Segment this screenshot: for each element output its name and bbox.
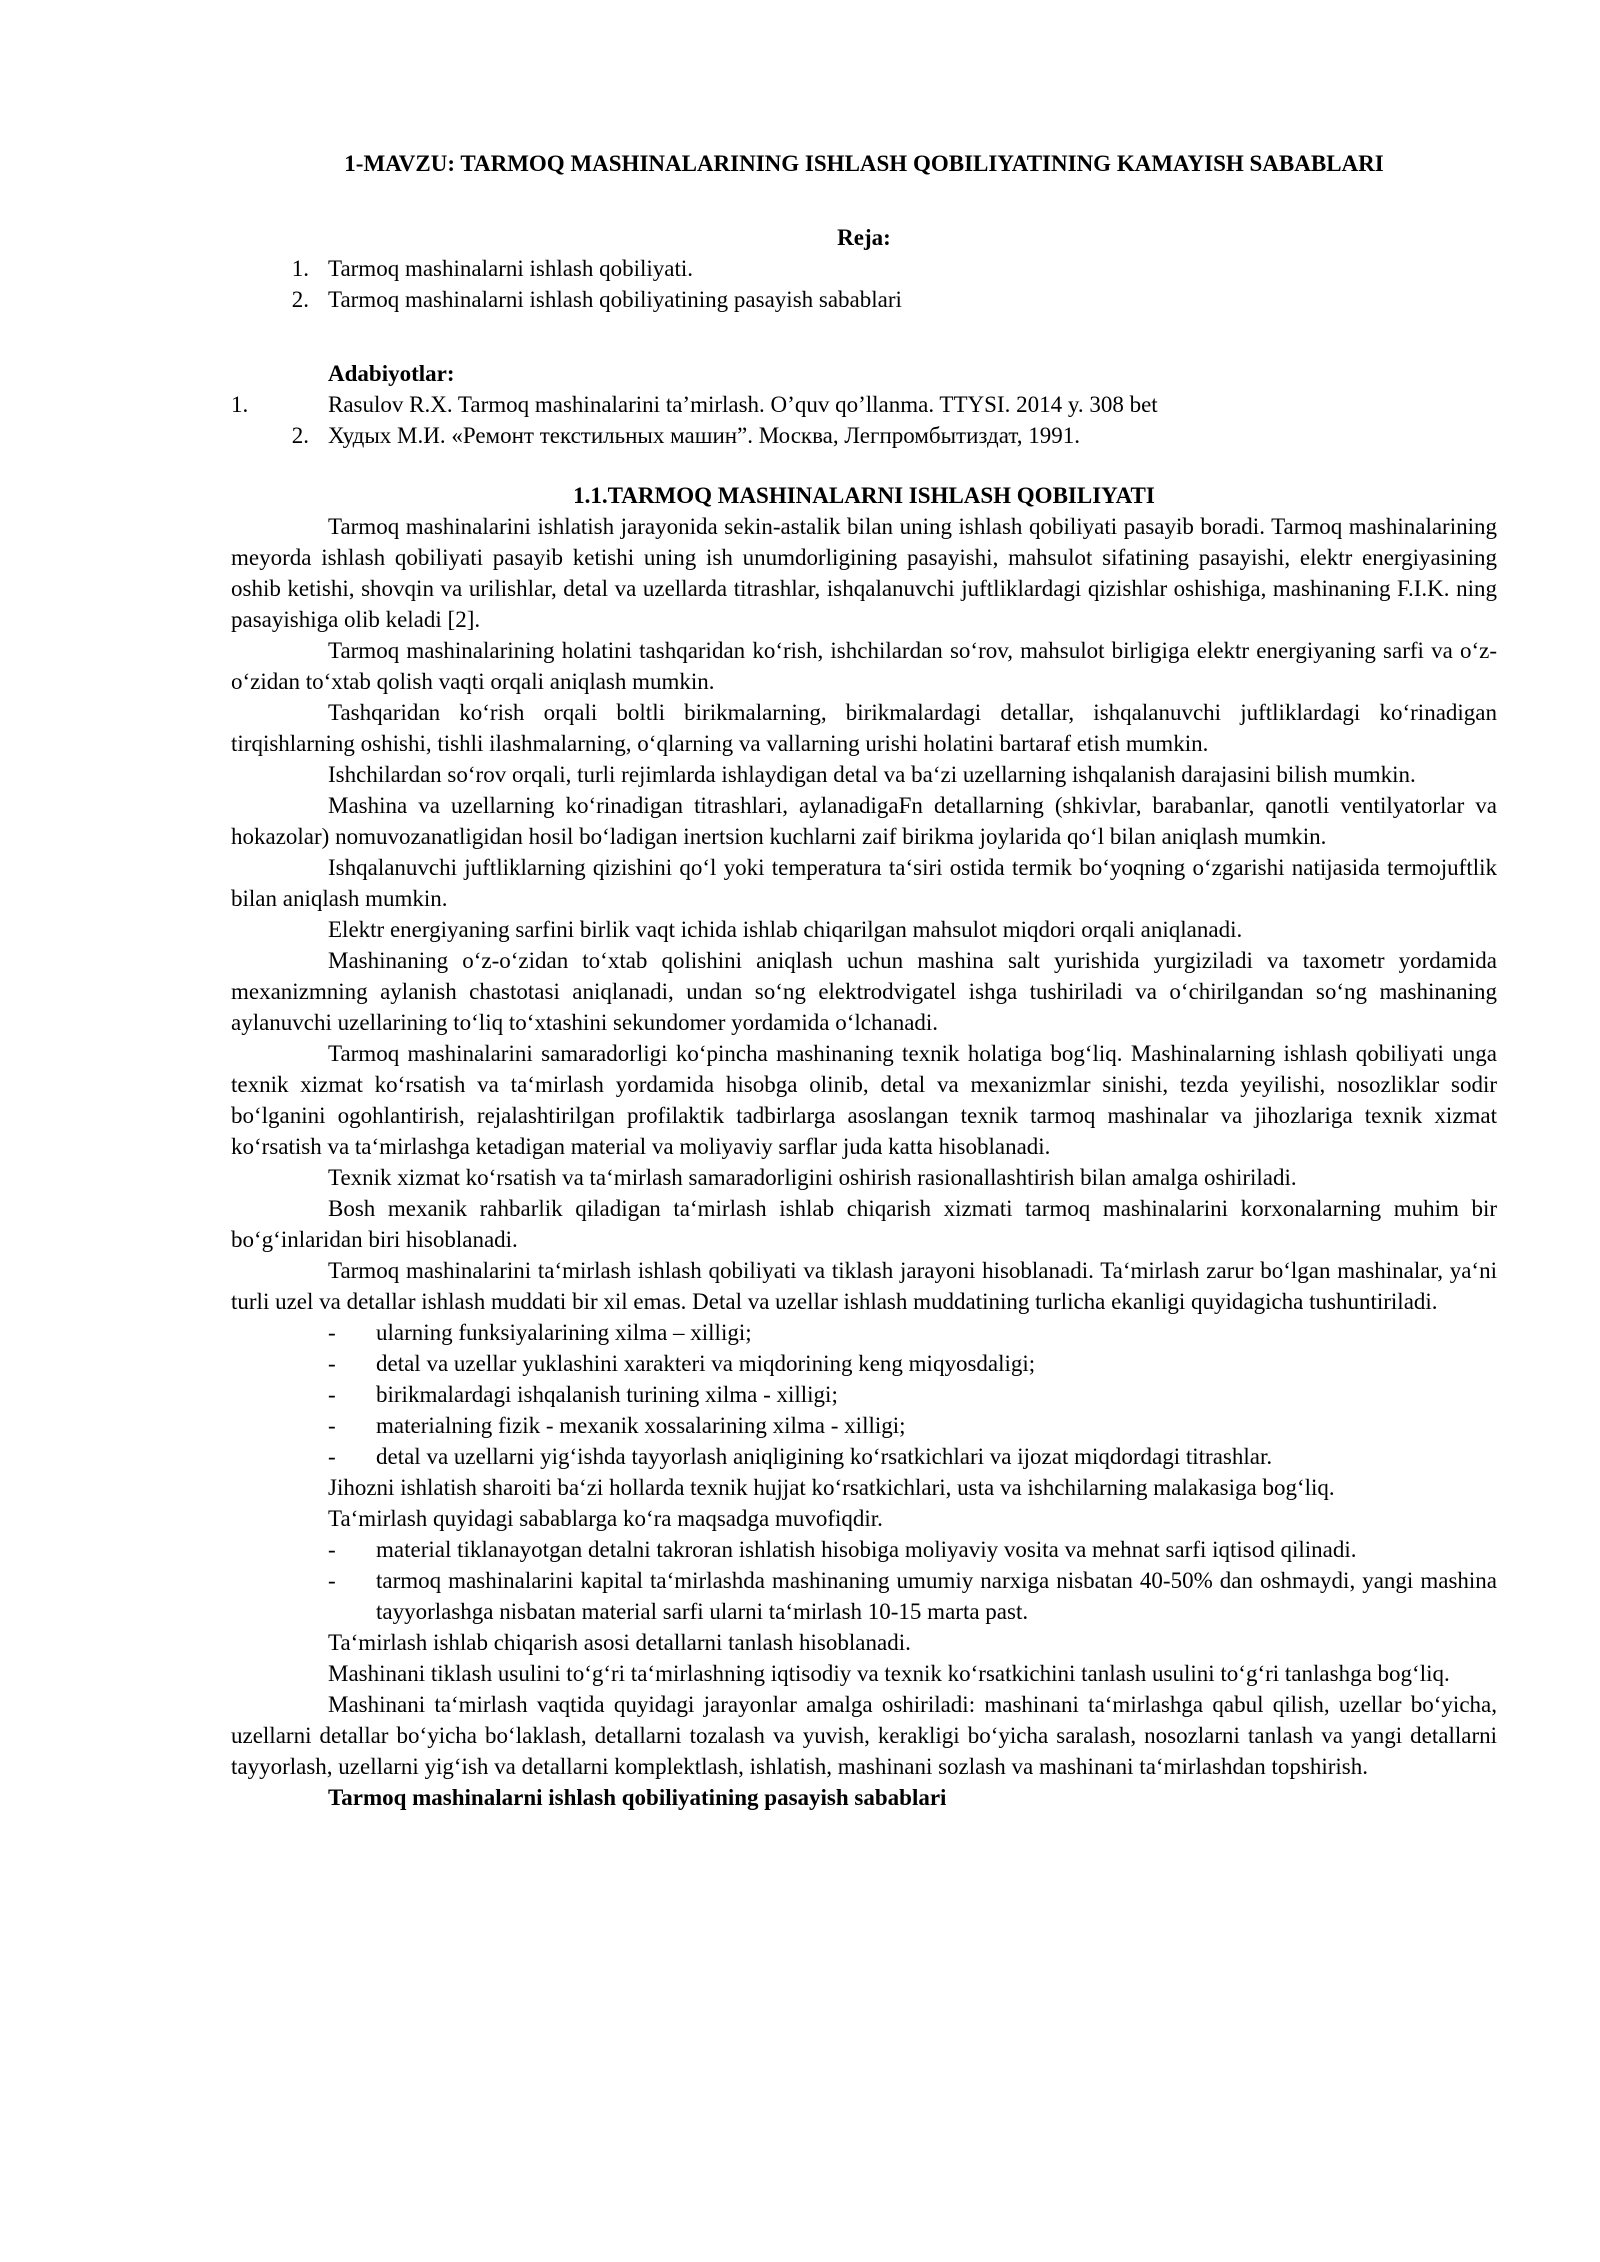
dash-marker: - xyxy=(328,1382,336,1407)
list-item xyxy=(231,1348,1497,1379)
plan-item xyxy=(231,253,1497,284)
dash-marker: - xyxy=(328,1320,336,1345)
plan-item-number: 1. xyxy=(291,256,309,281)
subsection-heading: Tarmoq mashinalarni ishlash qobiliyatining pasayish sabablari xyxy=(328,1785,947,1810)
literature-item-text: Rasulov R.X. Tarmoq mashinalarini ta’mirlash. O’quv qo’llanma. TTYSI. 2014 y. 308 bet xyxy=(328,392,1158,417)
list-item-text: tarmoq mashinalarini kapital ta‘mirlashda mashinaning umumiy narxiga nisbatan 40-50% dan oshmaydi, yangi mashina tayyorlashga nisbatan material sarfi ularni ta‘mirlash 10-15 marta past. xyxy=(376,1568,1497,1624)
plan-item-text: Tarmoq mashinalarni ishlash qobiliyatining pasayish sabablari xyxy=(328,287,902,312)
bullet-list xyxy=(231,1317,1497,1472)
list-item-text: ularning funksiyalarining xilma – xilligi; xyxy=(376,1320,752,1345)
paragraph: Ta‘mirlash quyidagi sabablarga ko‘ra maqsadga muvofiqdir. xyxy=(328,1506,883,1531)
paragraph: Tashqaridan ko‘rish orqali boltli birikmalarning, birikmalardagi detallar, ishqalanuvchi juftliklardagi ko‘rinadigan tirqishlarning oshishi, tishli ilashmalarning, o‘qlarning va vallarning urishi holatini bartaraf etish mumkin. xyxy=(231,700,1497,756)
paragraph: Mashinani tiklash usulini to‘g‘ri ta‘mirlashning iqtisodiy va texnik ko‘rsatkichini tanlash usulini to‘g‘ri tanlashga bog‘liq. xyxy=(328,1661,1450,1686)
literature-item xyxy=(231,420,1497,451)
dash-marker: - xyxy=(328,1568,336,1593)
dash-marker: - xyxy=(328,1444,336,1469)
list-item-text: material tiklanayotgan detalni takroran ishlatish hisobiga moliyaviy vosita va mehnat sarfi iqtisod qilinadi. xyxy=(376,1537,1357,1562)
paragraph: Tarmoq mashinalarini ta‘mirlash ishlash qobiliyati va tiklash jarayoni hisoblanadi. Ta‘mirlash zarur bo‘lgan mashinalar, ya‘ni turli uzel va detallar ishlash muddati bir xil emas. Detal va uzellar ishlash muddatining turlicha ekanligi quyidagicha tushuntiriladi. xyxy=(231,1258,1497,1314)
dash-marker: - xyxy=(328,1413,336,1438)
paragraph: Ishchilardan so‘rov orqali, turli rejimlarda ishlaydigan detal va ba‘zi uzellarning ishqalanish darajasini bilish mumkin. xyxy=(328,762,1416,787)
list-item xyxy=(231,1379,1497,1410)
paragraph: Elektr energiyaning sarfini birlik vaqt ichida ishlab chiqarilgan mahsulot miqdori orqali aniqlanadi. xyxy=(328,917,1243,942)
paragraph: Jihozni ishlatish sharoiti ba‘zi hollarda texnik hujjat ko‘rsatkichlari, usta va ishchilarning malakasiga bog‘liq. xyxy=(328,1475,1335,1500)
paragraph: Tarmoq mashinalarini samaradorligi ko‘pincha mashinaning texnik holatiga bog‘liq. Mashinalarning ishlash qobiliyati unga texnik xizmat ko‘rsatish va ta‘mirlash yordamida hisobga olinib, detal va mexanizmlar sinishi, tezda yeyilishi, nosozliklar sodir bo‘lganini ogohlantirish, rejalashtirilgan profilaktik tadbirlarga asoslangan texnik tarmoq mashinalar va jihozlariga texnik xizmat ko‘rsatish va ta‘mirlashga ketadigan material va moliyaviy sarflar juda katta hisoblanadi. xyxy=(231,1041,1497,1159)
literature-item xyxy=(231,389,1497,420)
literature-item-text: Худых М.И. «Ремонт текстильных машин”. Москва, Легпромбытиздат, 1991. xyxy=(328,423,1080,448)
dash-marker: - xyxy=(328,1351,336,1376)
literature-heading: Adabiyotlar: xyxy=(328,361,455,386)
list-item xyxy=(231,1565,1497,1627)
list-item xyxy=(231,1534,1497,1565)
plan-heading: Reja: xyxy=(837,225,891,250)
section-heading: 1.1.TARMOQ MASHINALARNI ISHLASH QOBILIYATI xyxy=(573,483,1155,508)
paragraph: Texnik xizmat ko‘rsatish va ta‘mirlash samaradorligini oshirish rasionallashtirish bilan amalga oshiriladi. xyxy=(328,1165,1297,1190)
list-item-text: birikmalardagi ishqalanish turining xilma - xilligi; xyxy=(376,1382,838,1407)
list-item xyxy=(231,1410,1497,1441)
paragraph: Bosh mexanik rahbarlik qiladigan ta‘mirlash ishlab chiqarish xizmati tarmoq mashinalarini korxonalarning muhim bir bo‘g‘inlaridan biri hisoblanadi. xyxy=(231,1196,1497,1252)
plan-item-text: Tarmoq mashinalarni ishlash qobiliyati. xyxy=(328,256,694,281)
paragraph: Mashina va uzellarning ko‘rinadigan titrashlari, aylanadigaFn detallarning (shkivlar, barabanlar, qanotli ventilyatorlar va hokazolar) nomuvozanatligidan hosil bo‘ladigan inertsion kuchlarni zaif birikma joylarida qo‘l bilan aniqlash mumkin. xyxy=(231,793,1497,849)
paragraph: Ishqalanuvchi juftliklarning qizishini qo‘l yoki temperatura ta‘siri ostida termik bo‘yoqning o‘zgarishi natijasida termojuftlik bilan aniqlash mumkin. xyxy=(231,855,1497,911)
list-item xyxy=(231,1441,1497,1472)
dash-marker: - xyxy=(328,1537,336,1562)
paragraph: Mashinaning o‘z-o‘zidan to‘xtab qolishini aniqlash uchun mashina salt yurishida yurgiziladi va taxometr yordamida mexanizmning aylanish chastotasi aniqlanadi, undan so‘ng elektrodvigatel ishga tushiriladi va o‘chirilgandan so‘ng mashinaning aylanuvchi uzellarining to‘liq to‘xtashini sekundomer yordamida o‘lchanadi. xyxy=(231,948,1497,1035)
literature-item-number: 1. xyxy=(231,392,249,417)
document-title: 1-MAVZU: TARMOQ MASHINALARINING ISHLASH QOBILIYATINING KAMAYISH SABABLARI xyxy=(344,151,1384,176)
literature-item-number: 2. xyxy=(291,423,309,448)
plan-item xyxy=(231,284,1497,315)
list-item xyxy=(231,1317,1497,1348)
literature-list xyxy=(231,389,1497,451)
plan-list xyxy=(231,253,1497,315)
list-item-text: detal va uzellar yuklashini xarakteri va miqdorining keng miqyosdaligi; xyxy=(376,1351,1036,1376)
paragraph: Tarmoq mashinalarining holatini tashqaridan ko‘rish, ishchilardan so‘rov, mahsulot birligiga elektr energiyaning sarfi va o‘z-o‘zidan to‘xtab qolish vaqti orqali aniqlash mumkin. xyxy=(231,638,1497,694)
list-item-text: detal va uzellarni yig‘ishda tayyorlash aniqligining ko‘rsatkichlari va ijozat miqdordagi titrashlar. xyxy=(376,1444,1273,1469)
document-content xyxy=(231,148,1497,1813)
paragraph: Tarmoq mashinalarini ishlatish jarayonida sekin-astalik bilan uning ishlash qobiliyati pasayib boradi. Tarmoq mashinalarining meyorda ishlash qobiliyati pasayib ketishi uning ish unumdorligining pasayishi, mahsulot sifatining pasayishi, elektr energiyasining oshib ketishi, shovqin va urilishlar, detal va uzellarda titrashlar, ishqalanuvchi juftliklardagi qizishlar oshishiga, mashinaning F.I.K. ning pasayishiga olib keladi [2]. xyxy=(231,514,1497,632)
paragraph: Mashinani ta‘mirlash vaqtida quyidagi jarayonlar amalga oshiriladi: mashinani ta‘mirlashga qabul qilish, uzellar bo‘yicha, uzellarni detallar bo‘yicha bo‘laklash, detallarni tozalash va yuvish, kerakligi bo‘yicha saralash, nosozlarni tanlash va yangi detallarni tayyorlash, uzellarni yig‘ish va detallarni komplektlash, ishlatish, mashinani sozlash va mashinani ta‘mirlashdan topshirish. xyxy=(231,1692,1497,1779)
paragraph: Ta‘mirlash ishlab chiqarish asosi detallarni tanlash hisoblanadi. xyxy=(328,1630,911,1655)
list-item-text: materialning fizik - mexanik xossalarining xilma - xilligi; xyxy=(376,1413,906,1438)
plan-item-number: 2. xyxy=(291,287,309,312)
bullet-list xyxy=(231,1534,1497,1627)
